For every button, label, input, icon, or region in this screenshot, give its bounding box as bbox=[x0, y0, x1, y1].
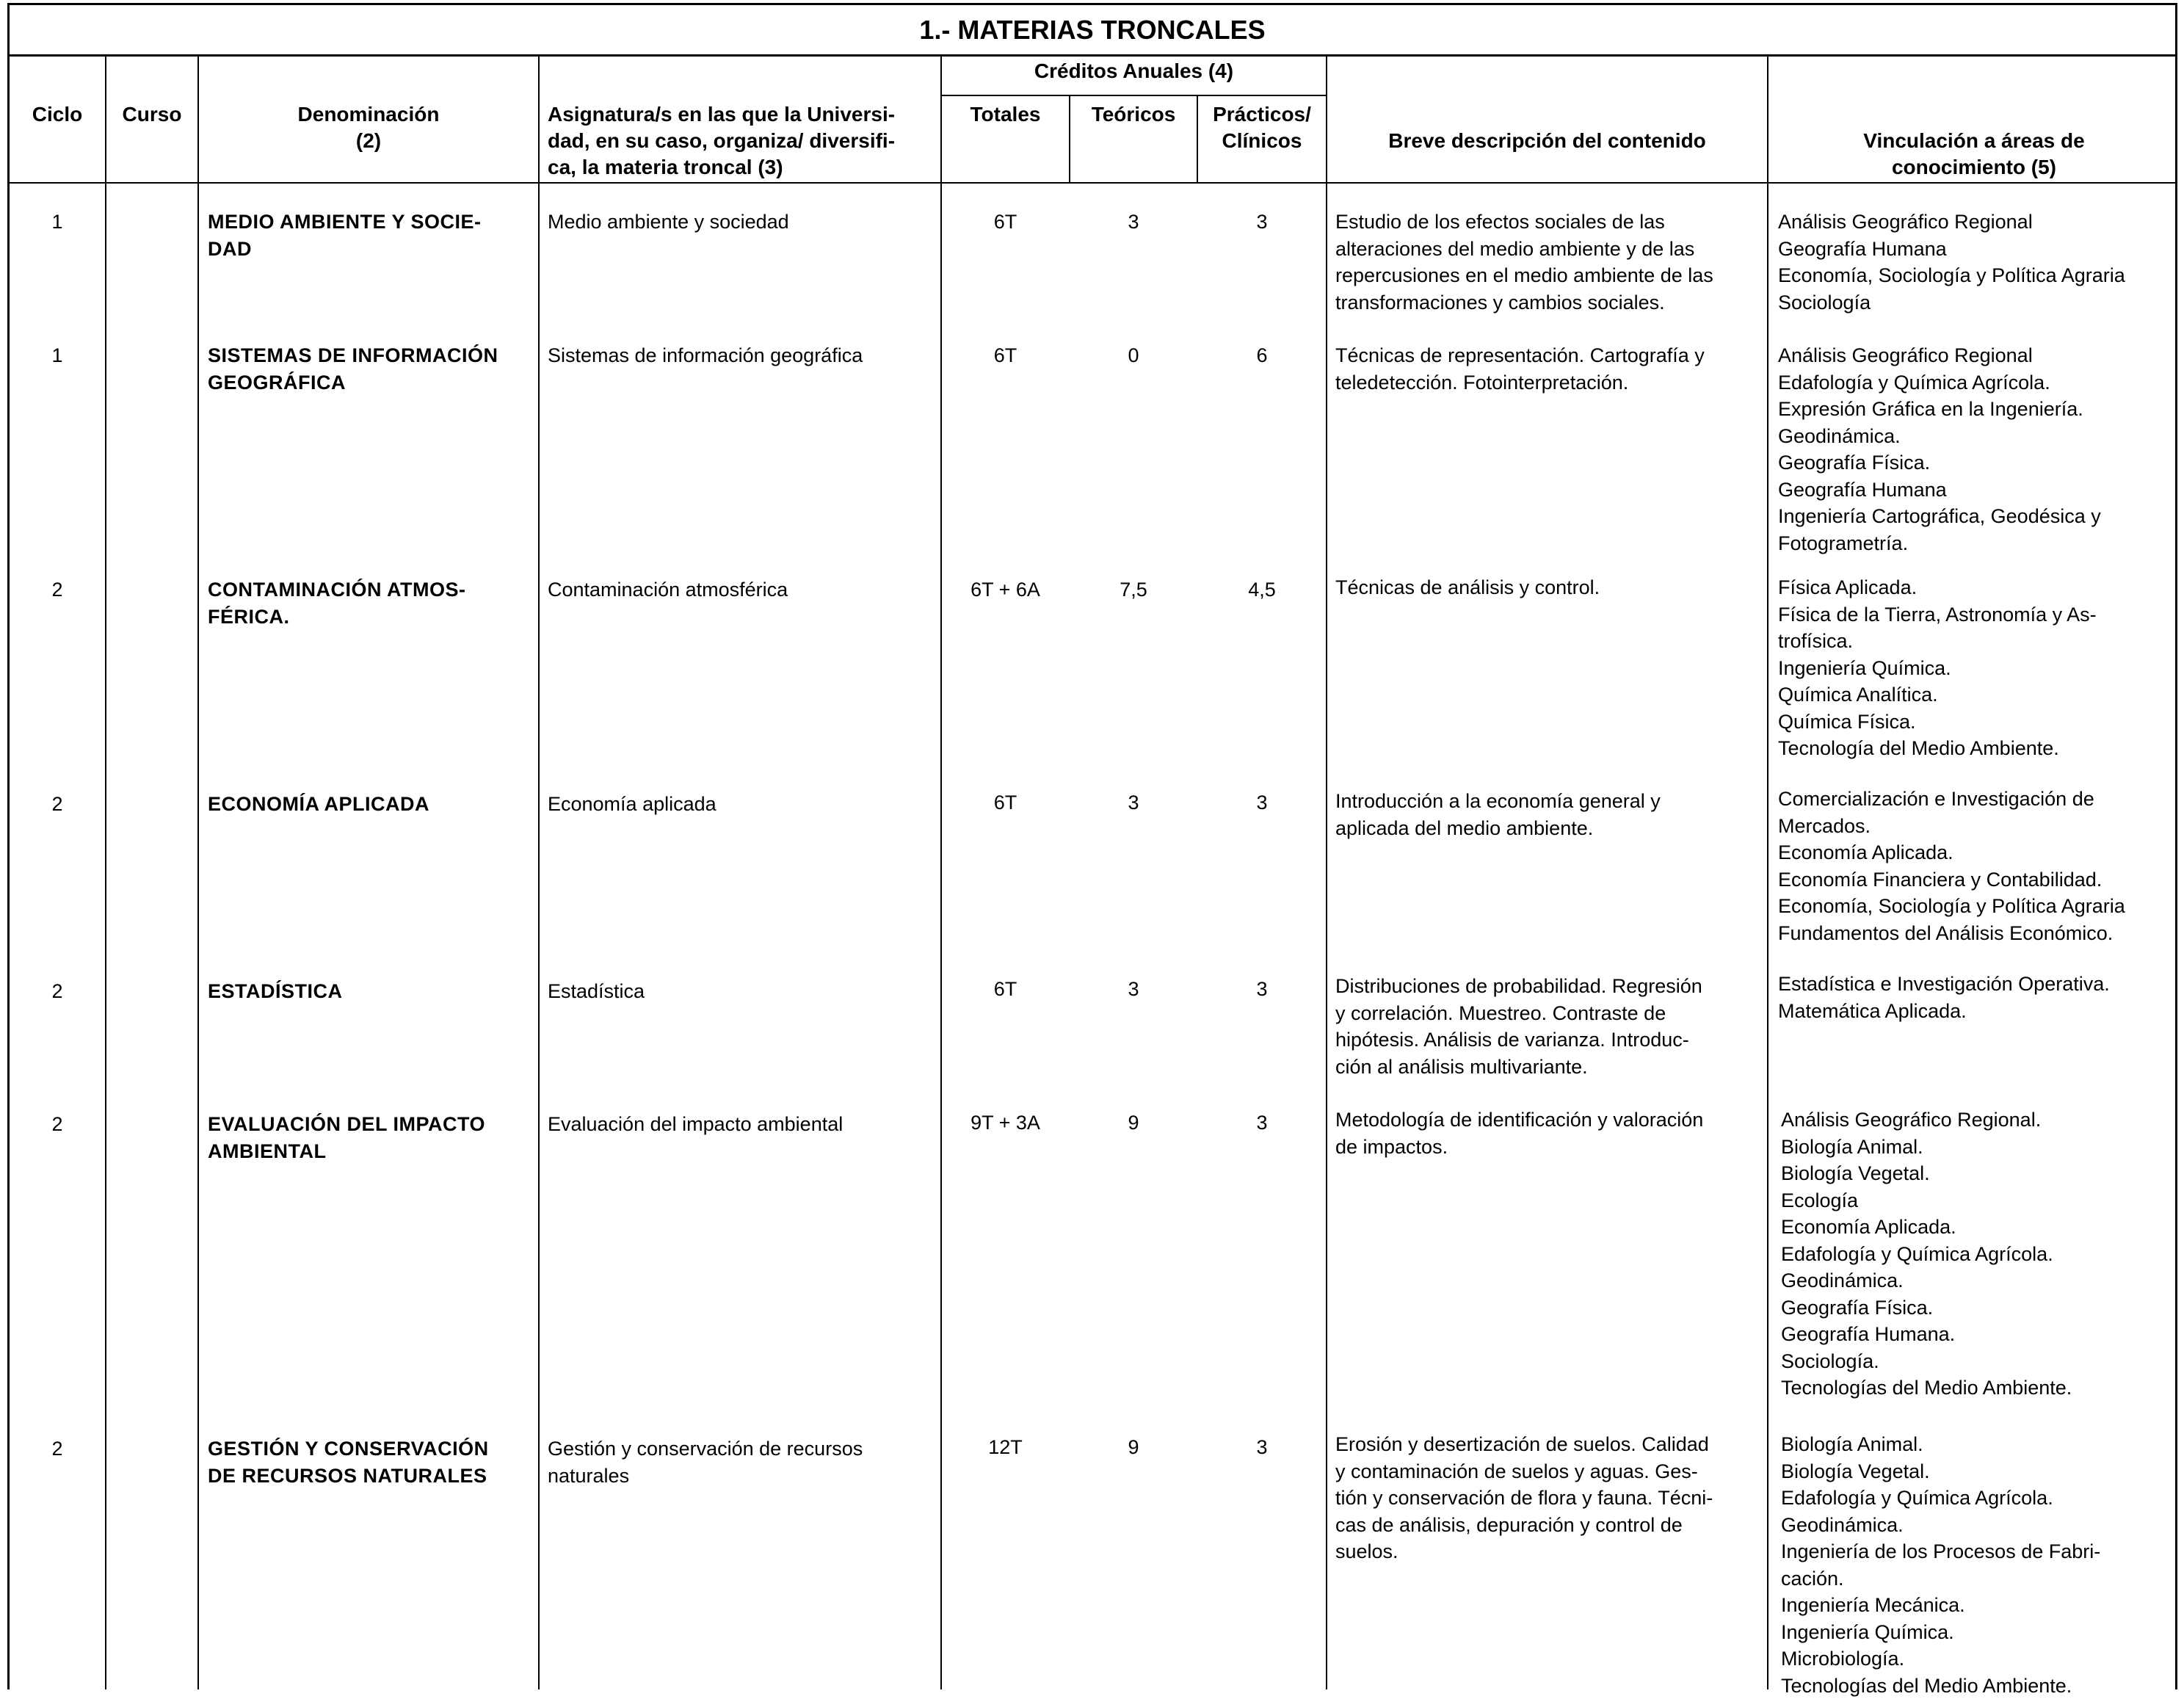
cell-totales: 12T bbox=[988, 1436, 1023, 1458]
column-divider bbox=[197, 54, 199, 1689]
cell-teoricos: 3 bbox=[1128, 211, 1139, 233]
cell-teoricos: 7,5 bbox=[1120, 579, 1147, 601]
header-practicos: Prácticos/ Clínicos bbox=[1213, 103, 1311, 152]
cell-areas: Física Aplicada. Física de la Tierra, Astronomía y As- trofísica. Ingeniería Química. Química Analítica. Química Física. Tecnología del Medio Ambiente. bbox=[1778, 576, 2097, 759]
cell-asignatura: Estadística bbox=[548, 980, 645, 1002]
cell-teoricos: 3 bbox=[1128, 978, 1139, 1000]
cell-descripcion: Estudio de los efectos sociales de las alteraciones del medio ambiente y de las repercusiones en el medio ambiente de las transformaciones y cambios sociales. bbox=[1335, 211, 1713, 314]
cell-asignatura: Evaluación del impacto ambiental bbox=[548, 1113, 844, 1135]
cell-denominacion: MEDIO AMBIENTE Y SOCIE- DAD bbox=[208, 211, 482, 260]
cell-areas: Análisis Geográfico Regional. Biología Animal. Biología Vegetal. Ecología Economía Aplicada. Edafología y Química Agrícola. Geodinámica. Geografía Física. Geografía Humana. Sociología. Tecnologías del Medio Ambiente. bbox=[1781, 1109, 2072, 1399]
header-ciclo: Ciclo bbox=[32, 103, 83, 126]
cell-descripcion: Introducción a la economía general y aplicada del medio ambiente. bbox=[1335, 790, 1661, 839]
cell-practicos: 3 bbox=[1256, 211, 1268, 233]
cell-ciclo: 2 bbox=[51, 793, 63, 815]
cell-denominacion: CONTAMINACIÓN ATMOS- FÉRICA. bbox=[208, 579, 466, 628]
cell-areas: Análisis Geográfico Regional Edafología y Química Agrícola. Expresión Gráfica en la Ingeniería. Geodinámica. Geografía Física. Geografía Humana Ingeniería Cartográfica, Geodésica y Fotogrametría. bbox=[1778, 344, 2101, 554]
cell-totales: 6T bbox=[993, 978, 1017, 1000]
column-divider bbox=[1326, 54, 1327, 1689]
header-asignaturas: Asignatura/s en las que la Universi- dad, en su caso, organiza/ diversifi- ca, la materia troncal (3) bbox=[548, 103, 896, 178]
header-curso: Curso bbox=[122, 103, 182, 126]
cell-totales: 6T + 6A bbox=[971, 579, 1040, 601]
curriculum-table bbox=[7, 3, 2177, 1697]
cell-practicos: 4,5 bbox=[1248, 579, 1276, 601]
cell-teoricos: 9 bbox=[1128, 1112, 1139, 1134]
cell-descripcion: Distribuciones de probabilidad. Regresión y correlación. Muestreo. Contraste de hipótesis. Análisis de varianza. Introduc- ción al análisis multivariante. bbox=[1335, 975, 1702, 1078]
cell-totales: 6T bbox=[993, 344, 1017, 366]
cell-totales: 6T bbox=[993, 211, 1017, 233]
cell-asignatura: Sistemas de información geográfica bbox=[548, 344, 863, 366]
header-creditos-anuales: Créditos Anuales (4) bbox=[1034, 59, 1234, 82]
cell-descripcion: Técnicas de análisis y control. bbox=[1335, 576, 1600, 598]
cell-totales: 6T bbox=[993, 791, 1017, 814]
cell-practicos: 3 bbox=[1256, 1112, 1268, 1134]
cell-ciclo: 2 bbox=[51, 1438, 63, 1460]
cell-areas: Análisis Geográfico Regional Geografía Humana Economía, Sociología y Política Agraria Sociología bbox=[1778, 211, 2125, 314]
cell-areas: Comercialización e Investigación de Mercados. Economía Aplicada. Economía Financiera y Contabilidad. Economía, Sociología y Política Agraria Fundamentos del Análisis Económico. bbox=[1778, 788, 2125, 944]
cell-asignatura: Economía aplicada bbox=[548, 793, 716, 815]
cell-practicos: 3 bbox=[1256, 978, 1268, 1000]
header-denominacion: Denominación (2) bbox=[297, 103, 440, 152]
column-divider bbox=[105, 54, 106, 1689]
cell-asignatura: Gestión y conservación de recursos naturales bbox=[548, 1438, 863, 1487]
header-vinculacion: Vinculación a áreas de conocimiento (5) bbox=[1863, 129, 2085, 178]
cell-ciclo: 2 bbox=[51, 980, 63, 1002]
cell-descripcion: Erosión y desertización de suelos. Calidad y contaminación de suelos y aguas. Ges- tión y conservación de flora y fauna. Técni- cas de análisis, depuración y control de suelos. bbox=[1335, 1433, 1713, 1562]
credits-header-rule bbox=[940, 95, 1327, 96]
column-divider bbox=[1767, 54, 1768, 1689]
header-descripcion: Breve descripción del contenido bbox=[1388, 129, 1706, 152]
cell-denominacion: GESTIÓN Y CONSERVACIÓN DE RECURSOS NATURALES bbox=[208, 1438, 489, 1487]
cell-teoricos: 3 bbox=[1128, 791, 1139, 814]
header-teoricos: Teóricos bbox=[1091, 103, 1176, 126]
cell-denominacion: SISTEMAS DE INFORMACIÓN GEOGRÁFICA bbox=[208, 344, 498, 394]
cell-practicos: 3 bbox=[1256, 1436, 1268, 1458]
header-bottom-rule bbox=[10, 182, 2175, 184]
cell-denominacion: ESTADÍSTICA bbox=[208, 980, 343, 1002]
cell-practicos: 6 bbox=[1256, 344, 1268, 366]
cell-ciclo: 2 bbox=[51, 579, 63, 601]
cell-areas: Estadística e Investigación Operativa. Matemática Aplicada. bbox=[1778, 973, 2110, 1022]
cell-denominacion: EVALUACIÓN DEL IMPACTO AMBIENTAL bbox=[208, 1113, 486, 1162]
column-divider bbox=[538, 54, 540, 1689]
cell-descripcion: Metodología de identificación y valoración de impactos. bbox=[1335, 1109, 1704, 1158]
cell-asignatura: Medio ambiente y sociedad bbox=[548, 211, 789, 233]
cell-teoricos: 0 bbox=[1128, 344, 1139, 366]
cell-areas: Biología Animal. Biología Vegetal. Edafología y Química Agrícola. Geodinámica. Ingeniería de los Procesos de Fabri- cación. Ingeniería Mecánica. Ingeniería Química. Microbiología. Tecnologías del Medio Ambiente. bbox=[1781, 1433, 2101, 1697]
cell-denominacion: ECONOMÍA APLICADA bbox=[208, 793, 429, 815]
cell-totales: 9T + 3A bbox=[971, 1112, 1040, 1134]
cell-practicos: 3 bbox=[1256, 791, 1268, 814]
cell-ciclo: 1 bbox=[51, 344, 63, 366]
cell-descripcion: Técnicas de representación. Cartografía y teledetección. Fotointerpretación. bbox=[1335, 344, 1705, 394]
cell-ciclo: 2 bbox=[51, 1113, 63, 1135]
cell-ciclo: 1 bbox=[51, 211, 63, 233]
cell-teoricos: 9 bbox=[1128, 1436, 1139, 1458]
table-title: 1.- MATERIAS TRONCALES bbox=[10, 5, 2175, 57]
header-totales: Totales bbox=[970, 103, 1041, 126]
cell-asignatura: Contaminación atmosférica bbox=[548, 579, 788, 601]
